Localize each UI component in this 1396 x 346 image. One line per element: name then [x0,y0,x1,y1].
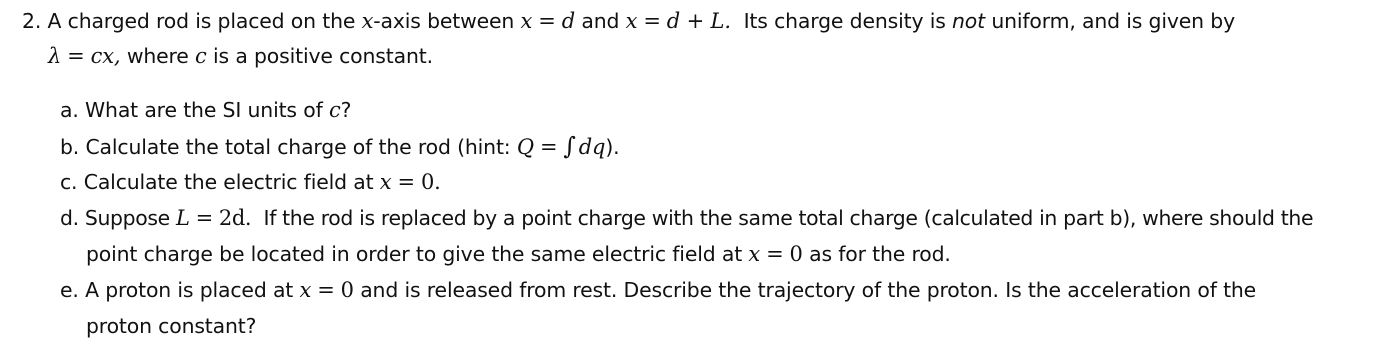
problem-number: 2. [22,9,42,33]
part-e-line-2 [86,308,256,344]
problem-intro-line-2 [48,38,433,74]
math-zero: 0. [420,170,441,194]
math-x: x [625,9,638,33]
math-eq: = [539,135,558,159]
math-x: x [361,9,374,33]
part-c [60,164,441,200]
part-label: a. [60,98,79,122]
math-c: c [328,98,341,122]
part-label: c. [60,170,78,194]
part-label: b. [60,135,80,159]
part-text: proton constant? [86,314,257,338]
math-x: x [299,278,312,302]
math-eq: = [317,278,335,302]
math-x: x [520,9,533,33]
part-a [60,92,351,128]
math-x: x [379,170,392,194]
math-l: L [175,206,190,230]
part-b [60,128,619,165]
part-text: If the rod is replaced by a point charge with the same total charge (calculated in part b), where should the [263,206,1314,230]
intro-text: -axis between [373,9,515,33]
math-d: d [561,9,575,33]
math-zero: 0 [789,242,803,266]
part-text: Calculate the electric field at [83,170,374,194]
part-d-line-1 [60,200,1313,236]
math-two-d: 2d. [218,206,252,230]
math-dq: dq [578,135,606,159]
part-text: What are the SI units of [85,98,323,122]
part-text: Suppose [84,206,170,230]
math-lambda: λ [48,44,62,68]
part-text: point charge be located in order to give the same electric field at [86,242,743,266]
math-d-plus-l: d + L. [666,9,731,33]
math-eq: = [766,242,784,266]
math-c: c [195,44,207,68]
intro-text: is a positive constant. [213,44,433,68]
part-d-line-2 [86,236,951,272]
math-integral: ∫ [563,132,576,160]
part-text: ? [340,98,352,122]
math-q: Q [516,135,534,159]
math-eq: = [67,44,85,68]
math-eq: = [538,9,556,33]
part-text: A proton is placed at [85,278,294,302]
intro-text: Its charge density is [743,9,946,33]
part-text: Calculate the total charge of the rod (hint: [85,135,511,159]
intro-text: uniform, and is given by [991,9,1235,33]
intro-text: A charged rod is placed on the [47,9,356,33]
math-x: x [748,242,761,266]
intro-text: and [581,9,620,33]
math-eq: = [397,170,415,194]
problem-intro-line-1 [22,3,1235,39]
part-e-line-1 [60,272,1256,308]
emphasis-not: not [952,9,985,33]
intro-text: where [126,44,189,68]
part-text: as for the rod. [809,242,951,266]
math-zero: 0 [340,278,354,302]
part-text: and is released from rest. Describe the trajectory of the proton. Is the acceleration of the [360,278,1257,302]
part-label: e. [60,278,79,302]
part-text: ). [605,135,620,159]
math-eq: = [195,206,213,230]
math-eq: = [643,9,661,33]
math-cx: cx, [90,44,121,68]
part-label: d. [60,206,79,230]
